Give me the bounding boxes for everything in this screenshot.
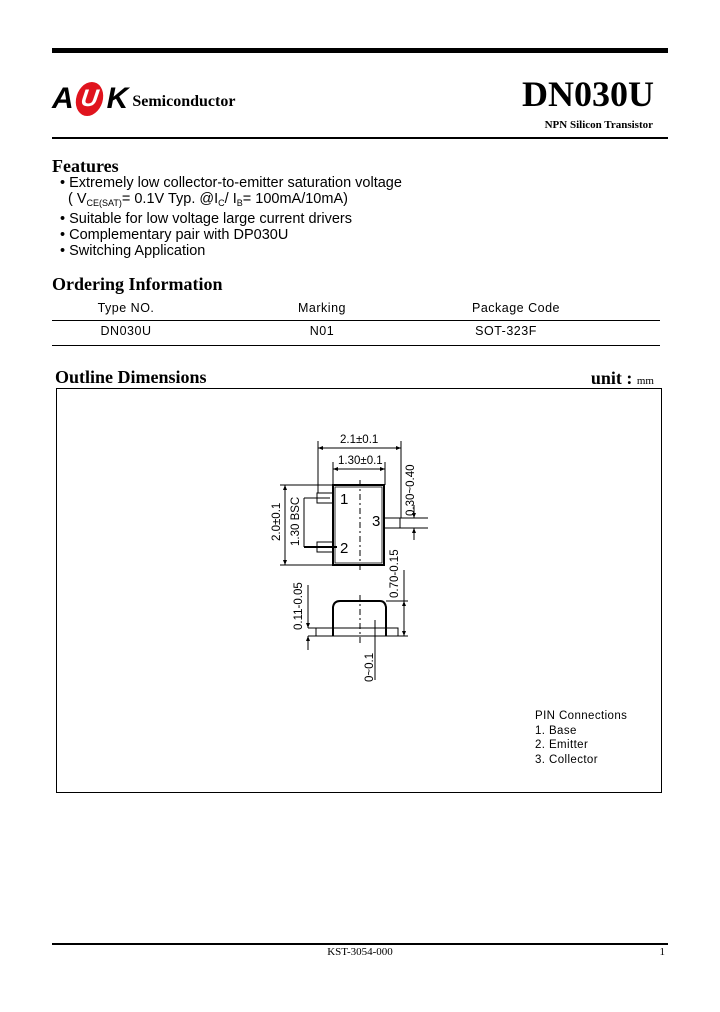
dim-body-width: 1.30±0.1 (338, 455, 383, 467)
ordering-heading: Ordering Information (52, 274, 223, 294)
feature-item: • Complementary pair with DP030U (60, 227, 289, 243)
feature-item: • Extremely low collector-to-emitter saturation voltage (60, 175, 402, 191)
pin-item: 1. Base (535, 724, 577, 737)
pin-connections-title: PIN Connections (535, 710, 628, 722)
cell-package: SOT-323F (475, 324, 537, 338)
document-code: KST-3054-000 (327, 946, 393, 958)
cell-type: DN030U (100, 324, 152, 338)
pin-label-2: 2 (340, 540, 349, 557)
pin-label-1: 1 (340, 491, 349, 508)
pin-label-3: 3 (372, 513, 381, 530)
cell-marking: N01 (309, 324, 335, 338)
unit-label: unit : mm (590, 368, 654, 388)
pin-item: 3. Collector (535, 753, 598, 766)
logo-company-name: Semiconductor (132, 93, 236, 110)
feature-sub-line: ( $V_{CE(SAT)}= 0.1V$ Typ. $@I_C/$ $I_B= 100mA/10mA$) (68, 191, 348, 208)
column-header-marking: Marking (298, 301, 346, 315)
logo-letter-k: K (106, 82, 129, 115)
part-subtitle: NPN Silicon Transistor (544, 119, 653, 131)
dim-lead-width: 0.30~0.40 (405, 464, 417, 516)
features-heading: Features (52, 156, 119, 176)
feature-item: • Switching Application (60, 243, 206, 259)
page-number: 1 (659, 946, 665, 958)
logo-letter-u: U (73, 82, 105, 116)
pin-connections (535, 709, 627, 767)
dim-pin-pitch: 1.30 BSC (290, 496, 302, 546)
dim-standoff: 0.11-0.05 (293, 582, 305, 630)
lead-3 (384, 518, 400, 528)
logo-letter-a: A (52, 82, 74, 115)
bullet: • (60, 175, 66, 191)
dim-body-thickness: 0.70-0.15 (389, 549, 401, 598)
column-header-package: Package Code (471, 301, 561, 315)
pin-item: 2. Emitter (535, 739, 589, 751)
dim-height-total: 2.0±0.1 (271, 502, 283, 541)
footer-rule (52, 943, 668, 945)
part-number-title: DN030U (522, 74, 654, 114)
dim-lead-offset: 0~0.1 (364, 652, 376, 682)
column-header-type: Type NO. (97, 301, 155, 315)
feature-item: • Suitable for low voltage large current drivers (60, 211, 352, 227)
outline-heading: Outline Dimensions (55, 367, 207, 387)
dim-width-total: 2.1±0.1 (340, 434, 379, 446)
